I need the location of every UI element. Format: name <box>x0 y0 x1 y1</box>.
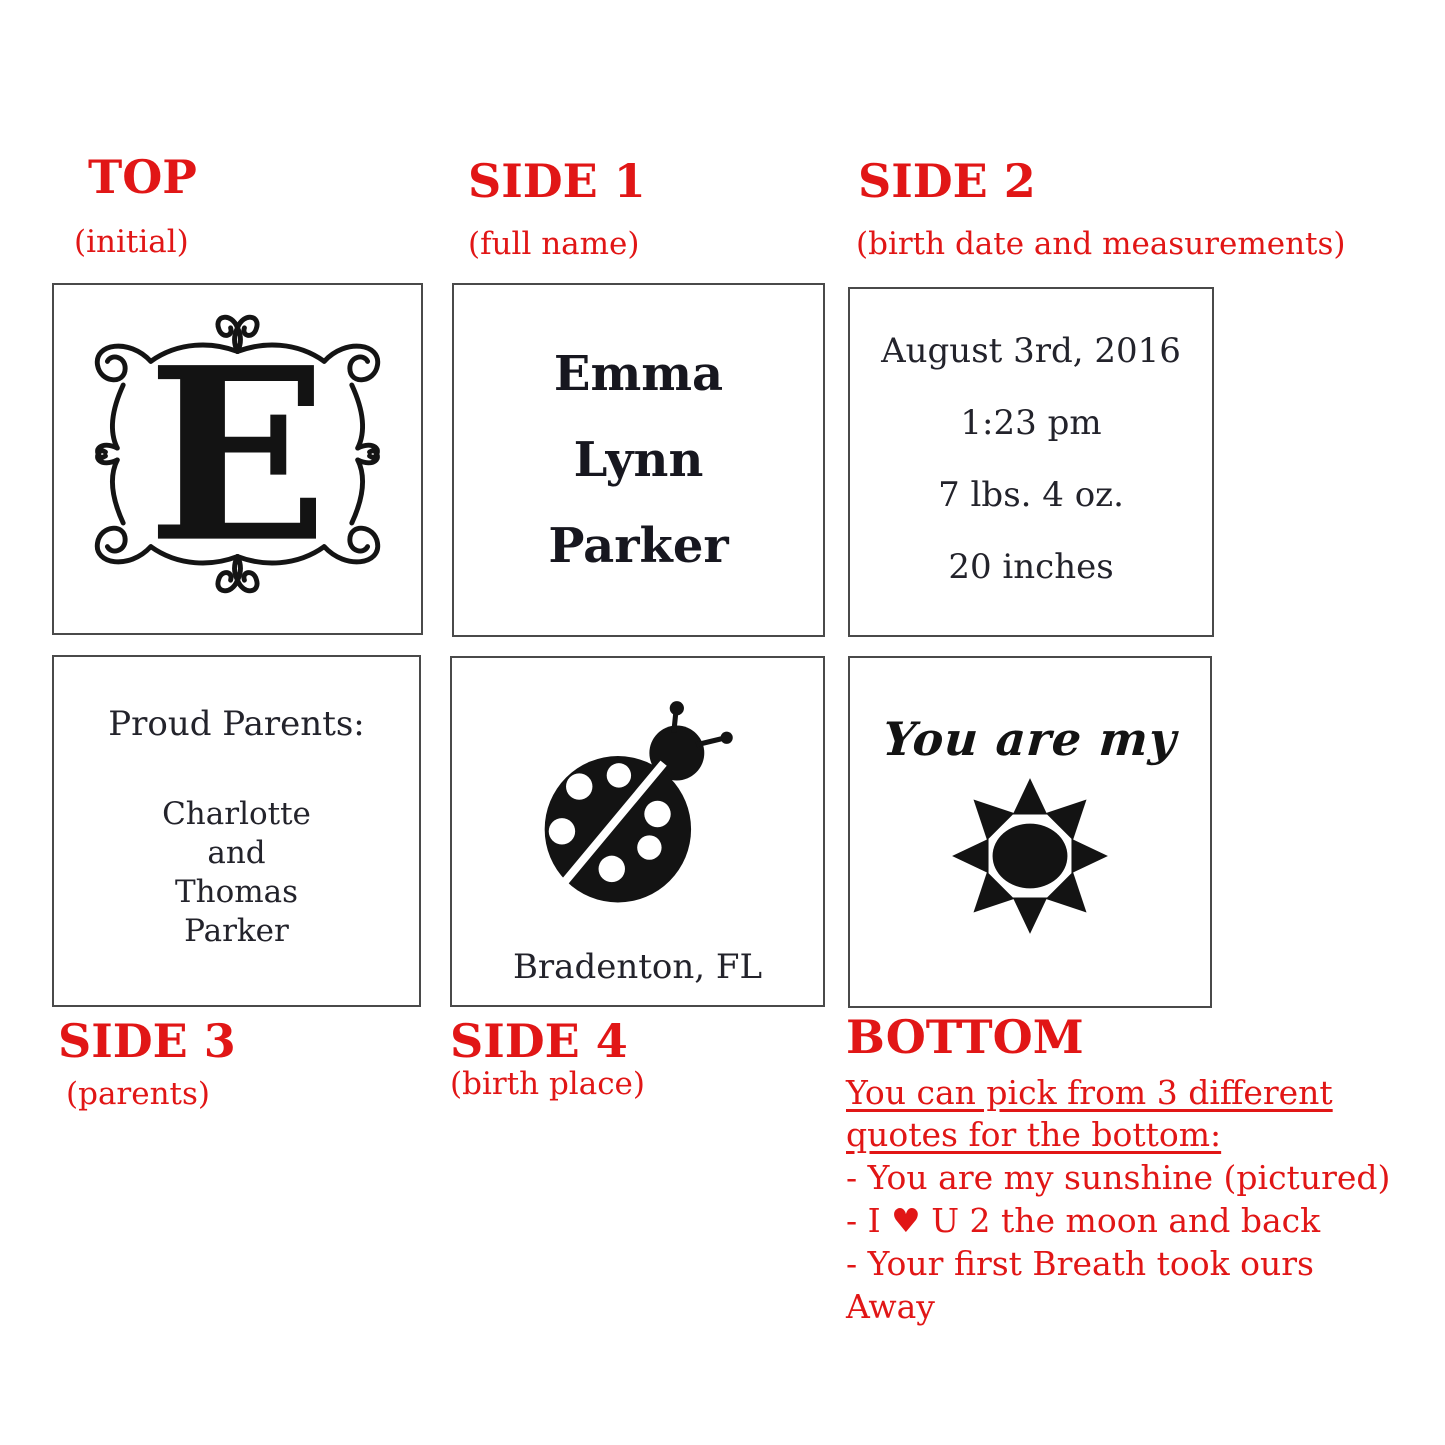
quote-option-sunshine: - You are my sunshine (pictured) <box>846 1158 1391 1197</box>
panel-side4-birth-place <box>450 656 825 1007</box>
note-heading-line1: You can pick from 3 different <box>846 1073 1333 1112</box>
panel-side3-parents <box>52 655 421 1007</box>
panel-bottom-quote <box>848 656 1212 1008</box>
panel-sublabel-side3: (parents) <box>66 1076 211 1112</box>
stat-birth-date: August 3rd, 2016 <box>881 331 1181 371</box>
bottom-quote-note <box>846 1072 1406 1328</box>
stat-length: 20 inches <box>948 547 1114 587</box>
panel-label-side4: SIDE 4 <box>450 1014 628 1068</box>
monogram-letter: E <box>146 316 329 596</box>
panel-label-side2: SIDE 2 <box>858 154 1036 208</box>
parent-name: Charlotte <box>162 796 311 832</box>
sun-icon <box>944 770 1116 942</box>
quote-option-breath: - Your first Breath took ours Away <box>846 1244 1314 1326</box>
parents-surname: Parker <box>184 913 289 949</box>
panel-label-top: TOP <box>88 150 197 204</box>
panel-top-initial <box>52 283 423 635</box>
note-heading-line2: quotes for the bottom: <box>846 1115 1222 1154</box>
birthplace-caption: Bradenton, FL <box>512 947 763 987</box>
panel-sublabel-side2: (birth date and measurements) <box>856 226 1346 262</box>
quote-option-moon: - I ♥ U 2 the moon and back <box>846 1201 1321 1240</box>
panel-side2-birth-stats <box>848 287 1214 637</box>
panel-label-side3: SIDE 3 <box>58 1014 236 1068</box>
stat-weight: 7 lbs. 4 oz. <box>938 475 1124 515</box>
panel-label-side1: SIDE 1 <box>468 154 646 208</box>
ladybug-icon <box>511 692 755 936</box>
stat-birth-time: 1:23 pm <box>960 403 1102 443</box>
panel-side1-full-name <box>452 283 825 637</box>
parents-names <box>162 795 311 951</box>
name-line-middle: Lynn <box>573 432 704 488</box>
quote-prefix-text: You are my <box>881 712 1179 766</box>
panel-sublabel-side4: (birth place) <box>450 1066 645 1102</box>
name-line-first: Emma <box>553 346 724 402</box>
panel-sublabel-top: (initial) <box>74 224 189 260</box>
parents-heading: Proud Parents: <box>108 704 365 744</box>
parents-and: and <box>207 835 266 871</box>
panel-sublabel-side1: (full name) <box>468 226 640 262</box>
panel-label-bottom: BOTTOM <box>846 1010 1084 1064</box>
parent-name: Thomas <box>174 874 299 910</box>
name-line-last: Parker <box>548 518 729 574</box>
